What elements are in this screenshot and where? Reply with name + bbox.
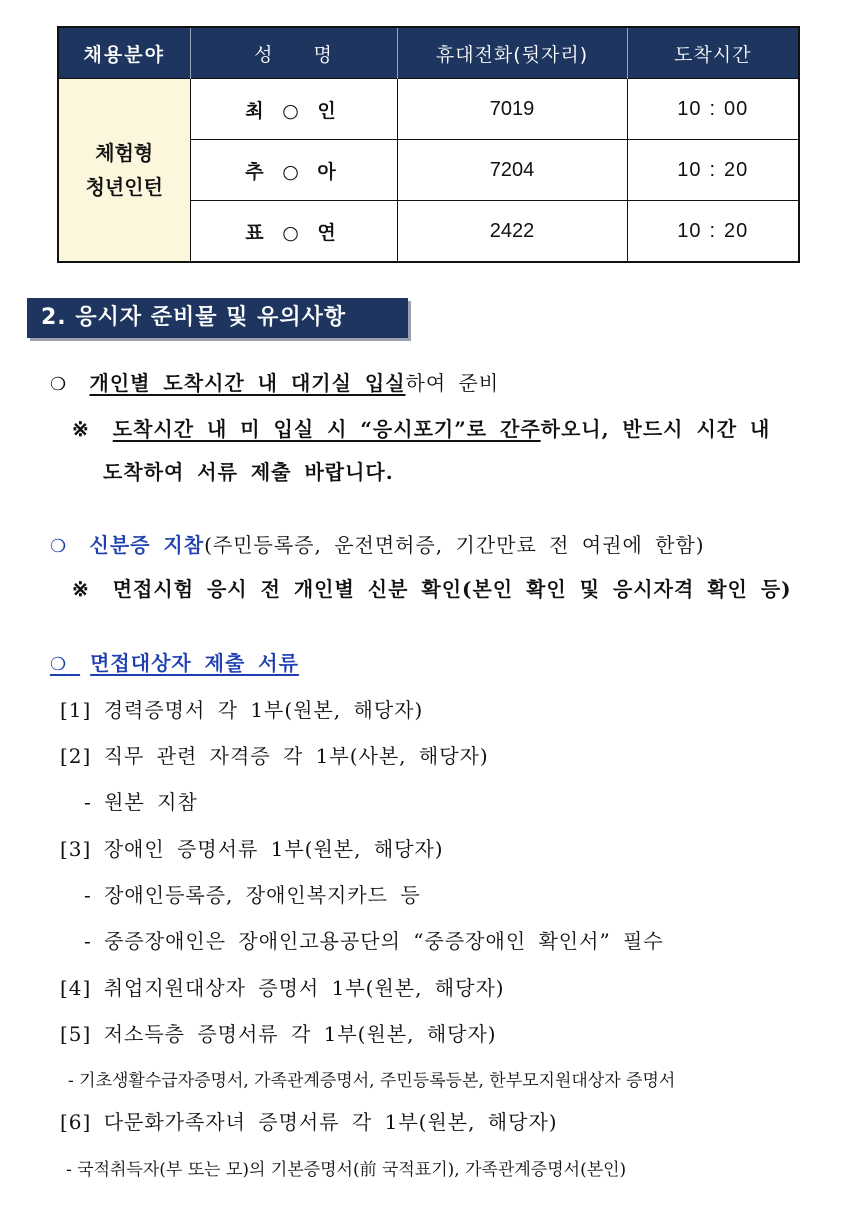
applicant-phone: 2422 bbox=[397, 201, 627, 263]
applicant-phone: 7019 bbox=[397, 79, 627, 140]
document-item: [5] 저소득층 증명서류 각 1부(원본, 해당자) bbox=[60, 1022, 497, 1046]
arrival-warning bbox=[72, 414, 770, 444]
interview-schedule-table bbox=[57, 26, 800, 263]
applicant-name: 표 ○ 연 bbox=[190, 201, 397, 263]
circle-bullet-icon: ❍ bbox=[50, 654, 68, 675]
arrival-warning-emphasis: 도착시간 내 미 입실 시 “응시포기”로 간주 bbox=[112, 417, 541, 441]
arrival-hour: 10 bbox=[677, 97, 702, 120]
id-check-text: 면접시험 응시 전 개인별 신분 확인(본인 확인 및 응시자격 확인 등) bbox=[112, 577, 792, 601]
reference-mark-icon: ※ bbox=[72, 577, 90, 601]
document-subitem: - 원본 지참 bbox=[84, 790, 198, 814]
id-notice-text: (주민등록증, 운전면허증, 기간만료 전 여권에 한함) bbox=[204, 533, 705, 557]
arrival-notice bbox=[50, 368, 499, 400]
applicant-name: 추 ○ 아 bbox=[190, 140, 397, 201]
arrival-time bbox=[627, 201, 799, 263]
section-heading: 2. 응시자 준비물 및 유의사항 bbox=[27, 298, 408, 338]
recruitment-field-cell bbox=[58, 79, 190, 263]
header-name: 성 명 bbox=[190, 27, 397, 79]
document-item: [3] 장애인 증명서류 1부(원본, 해당자) bbox=[60, 837, 444, 861]
header-field: 채용분야 bbox=[58, 27, 190, 79]
header-arrival-time: 도착시간 bbox=[627, 27, 799, 79]
circle-bullet-icon: ❍ bbox=[50, 374, 68, 395]
time-separator: : bbox=[709, 97, 717, 120]
time-separator: : bbox=[709, 219, 717, 242]
arrival-time bbox=[627, 140, 799, 201]
document-item: [1] 경력증명서 각 1부(원본, 해당자) bbox=[60, 698, 424, 722]
documents-title bbox=[50, 648, 299, 680]
applicant-name: 최 ○ 인 bbox=[190, 79, 397, 140]
arrival-minute: 20 bbox=[724, 219, 749, 242]
table-row bbox=[58, 79, 799, 140]
arrival-warning-text: 하오니, 반드시 시간 내 bbox=[540, 417, 771, 441]
arrival-time bbox=[627, 79, 799, 140]
document-subitem: - 장애인등록증, 장애인복지카드 등 bbox=[84, 883, 421, 907]
applicant-phone: 7204 bbox=[397, 140, 627, 201]
id-check-note bbox=[72, 574, 792, 604]
document-subitem: - 중증장애인은 장애인고용공단의 “중증장애인 확인서” 필수 bbox=[84, 929, 664, 953]
document-item: [6] 다문화가족자녀 증명서류 각 1부(원본, 해당자) bbox=[60, 1110, 558, 1134]
table-header-row bbox=[58, 27, 799, 79]
arrival-warning-line2: 도착하여 서류 제출 바랍니다. bbox=[103, 460, 394, 484]
document-subitem: - 기초생활수급자증명서, 가족관계증명서, 주민등록등본, 한부모지원대상자 증명서 bbox=[68, 1071, 676, 1091]
field-line-2: 청년인턴 bbox=[85, 175, 163, 199]
documents-title-text: 면접대상자 제출 서류 bbox=[90, 651, 299, 675]
arrival-notice-text: 하여 준비 bbox=[405, 371, 500, 395]
document-subitem: - 국적취득자(부 또는 모)의 기본증명서(前 국적표기), 가족관계증명서(본인) bbox=[66, 1160, 627, 1180]
arrival-minute: 20 bbox=[724, 158, 749, 181]
reference-mark-icon: ※ bbox=[72, 417, 90, 441]
id-notice bbox=[50, 530, 705, 562]
document-item: [2] 직무 관련 자격증 각 1부(사본, 해당자) bbox=[60, 744, 489, 768]
id-notice-emphasis: 신분증 지참 bbox=[89, 533, 205, 557]
arrival-notice-emphasis: 개인별 도착시간 내 대기실 입실 bbox=[89, 371, 406, 395]
time-separator: : bbox=[709, 158, 717, 181]
arrival-minute: 00 bbox=[724, 97, 749, 120]
document-item: [4] 취업지원대상자 증명서 1부(원본, 해당자) bbox=[60, 976, 505, 1000]
field-line-1: 체험형 bbox=[95, 141, 154, 165]
arrival-hour: 10 bbox=[677, 158, 702, 181]
arrival-hour: 10 bbox=[677, 219, 702, 242]
header-phone: 휴대전화(뒷자리) bbox=[397, 27, 627, 79]
circle-bullet-icon: ❍ bbox=[50, 536, 68, 557]
